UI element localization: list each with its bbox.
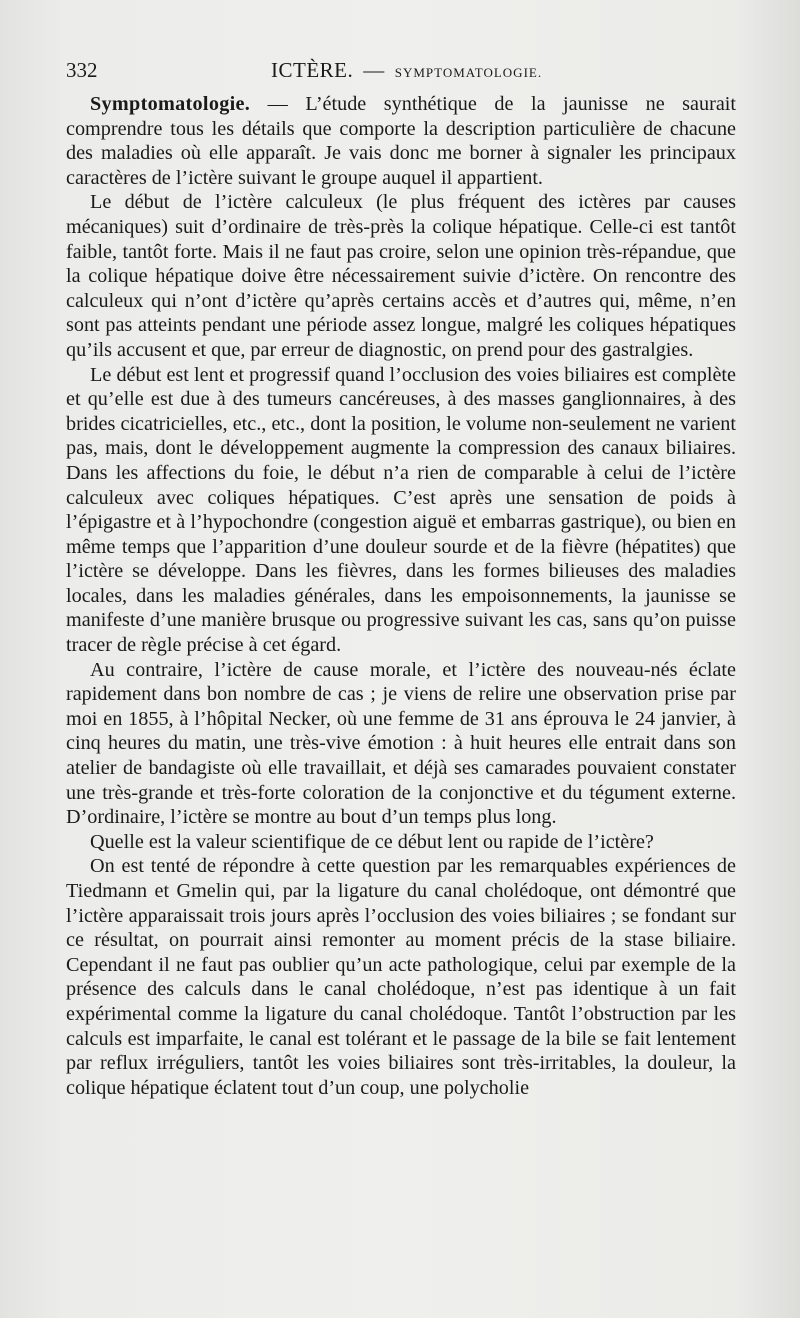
page-number: 332 [66, 58, 98, 82]
section-subtitle: SYMPTOMATOLOGIE. [394, 65, 543, 80]
running-header [66, 58, 734, 84]
paragraph-experiments: On est tenté de répondre à cette question par les remarquables expériences de Tiedmann et Gmelin qui, par la ligature du canal cholédoque, ont démontré que l’ictère apparaissait trois jours après l’occlusion des voies biliaires ; se fondant sur ce résultat, on pourrait ainsi remonter au moment précis de la stase biliaire. Cependant il ne faut pas oublier qu’un acte pathologique, celui par exemple de la présence des calculs dans le canal cholédoque, n’est pas identique à un fait expérimental comme la ligature du canal cholédoque. Tantôt l’obstruction par les calculs est imparfaite, le canal est tolérant et le passage de la bile se fait lentement par reflux irréguliers, tantôt les voies biliaires sont très-irritables, la douleur, la colique hépatique éclatent tout d’un coup, une polycholie [66, 855, 736, 1099]
chapter-title: ICTÈRE. [271, 58, 354, 82]
paragraph-slow-onset: Le début est lent et progressif quand l’occlusion des voies biliaires est complète et qu’elle est due à des tumeurs cancéreuses, à des masses ganglionnaires, à des brides cicatricielles, etc., etc., dont la position, le volume non-seulement ne varient pas, mais, dont le développement augmente la compression des canaux biliaires. Dans les affections du foie, le début n’a rien de comparable à celui de l’ictère calculeux avec coliques hépatiques. C’est après une sensation de poids à l’épigastre et à l’hypochondre (congestion aiguë et embarras gastrique), ou bien en même temps que l’apparition d’une douleur sourde et de la fièvre (hépatites) que l’ictère se développe. Dans les fièvres, dans les formes bilieuses des maladies locales, dans les maladies générales, dans les empoisonnements, la jaunisse se manifeste d’une manière brusque ou progressive suivant les cas, sans qu’on puisse tracer de règle précise à cet égard. [66, 363, 736, 657]
intro-paragraph [66, 92, 736, 190]
running-title [271, 58, 542, 83]
body-text [66, 92, 736, 1100]
title-separator: — [363, 58, 385, 82]
paragraph-moral-cause: Au contraire, l’ictère de cause morale, et l’ictère des nouveau-nés éclate rapidement dans bon nombre de cas ; je viens de relire une observation prise par moi en 1855, à l’hôpital Necker, où une femme de 31 ans éprouva le 24 janvier, à cinq heures du matin, une très-vive émotion : à huit heures elle entrait dans son atelier de bandagiste où elle travaillait, et déjà ses camarades pouvaient constater une très-grande et très-forte coloration de la conjonctive et du tégument externe. D’ordinaire, l’ictère se montre au bout d’un temps plus long. [66, 658, 736, 829]
intro-text: — L’étude synthétique de la jaunisse ne saurait comprendre tous les détails que comporte la description particulière de chacune des maladies où elle apparaît. Je vais donc me borner à signaler les principaux caractères de l’ictère suivant le groupe auquel il appartient. [66, 93, 736, 189]
paragraph-question: Quelle est la valeur scientifique de ce début lent ou rapide de l’ictère? [90, 830, 654, 853]
paragraph-calculous-onset: Le début de l’ictère calculeux (le plus fréquent des ictères par causes mécaniques) suit d’ordinaire de très-près la colique hépatique. Celle-ci est tantôt faible, tantôt forte. Mais il ne faut pas croire, selon une opinion très-répandue, que la colique hépatique doive être nécessairement suivie d’ictère. On rencontre des calculeux qui n’ont d’ictère qu’après certains accès et d’autres qui, même, n’en sont pas atteints pendant une période assez longue, malgré les coliques hépatiques qu’ils accusent et que, par erreur de diagnostic, on prend pour des gastralgies. [66, 191, 736, 361]
section-heading: Symptomatologie. [90, 93, 251, 115]
